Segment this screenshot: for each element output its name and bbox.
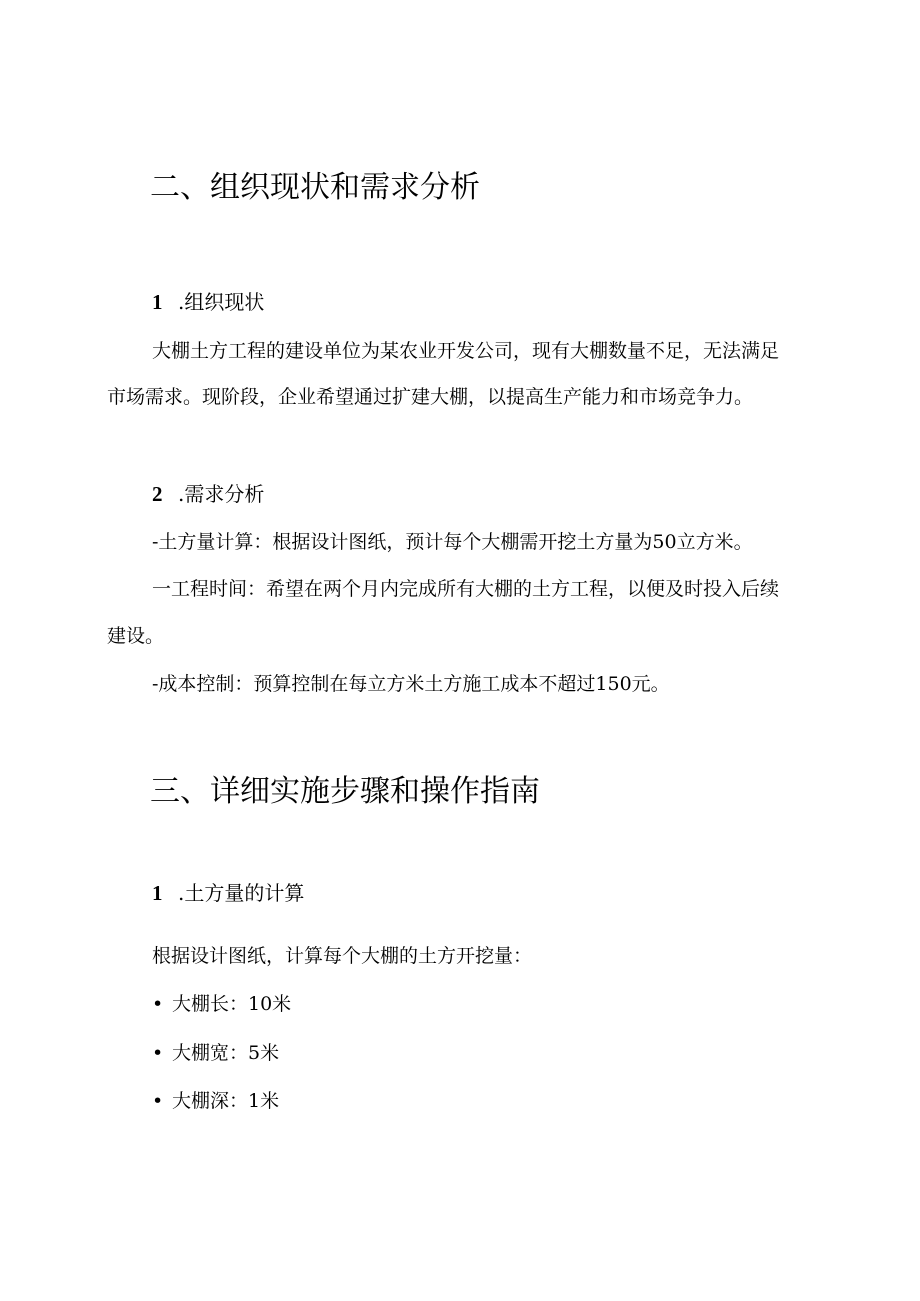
paragraph-line: 市场需求。现阶段，企业希望通过扩建大棚，以提高生产能力和市场竞争力。 bbox=[107, 386, 754, 408]
subsection-title: .土方量的计算 bbox=[178, 881, 305, 905]
requirement-item: 一工程时间：希望在两个月内完成所有大棚的土方工程，以便及时投入后续 bbox=[152, 578, 780, 600]
bullet-icon: • bbox=[152, 1090, 164, 1112]
list-item bbox=[152, 990, 291, 1018]
subsection-heading bbox=[152, 288, 264, 316]
list-item bbox=[152, 1039, 279, 1067]
subsection-number: 1 bbox=[152, 881, 163, 905]
paragraph-line: 大棚土方工程的建设单位为某农业开发公司，现有大棚数量不足，无法满足 bbox=[152, 340, 780, 362]
calculation-intro: 根据设计图纸，计算每个大棚的土方开挖量： bbox=[152, 945, 533, 967]
list-item-text: 大棚宽：5米 bbox=[172, 1042, 280, 1064]
subsection-title: .组织现状 bbox=[178, 290, 265, 314]
section-3-heading: 三、详细实施步骤和操作指南 bbox=[150, 774, 540, 809]
subsection-number: 1 bbox=[152, 290, 163, 314]
bullet-icon: • bbox=[152, 1042, 164, 1064]
subsection-title: .需求分析 bbox=[178, 482, 265, 506]
section-2-heading: 二、组织现状和需求分析 bbox=[150, 170, 480, 205]
requirement-item: -成本控制：预算控制在每立方米土方施工成本不超过150元。 bbox=[152, 673, 670, 695]
list-item-text: 大棚长：10米 bbox=[172, 993, 292, 1015]
requirement-item: -土方量计算：根据设计图纸，预计每个大棚需开挖土方量为50立方米。 bbox=[152, 531, 753, 553]
list-item-text: 大棚深：1米 bbox=[172, 1090, 280, 1112]
subsection-number: 2 bbox=[152, 482, 163, 506]
subsection-heading bbox=[152, 879, 304, 907]
list-item bbox=[152, 1087, 279, 1115]
requirement-item-continuation: 建设。 bbox=[107, 625, 165, 647]
bullet-icon: • bbox=[152, 993, 164, 1015]
subsection-heading bbox=[152, 480, 264, 508]
